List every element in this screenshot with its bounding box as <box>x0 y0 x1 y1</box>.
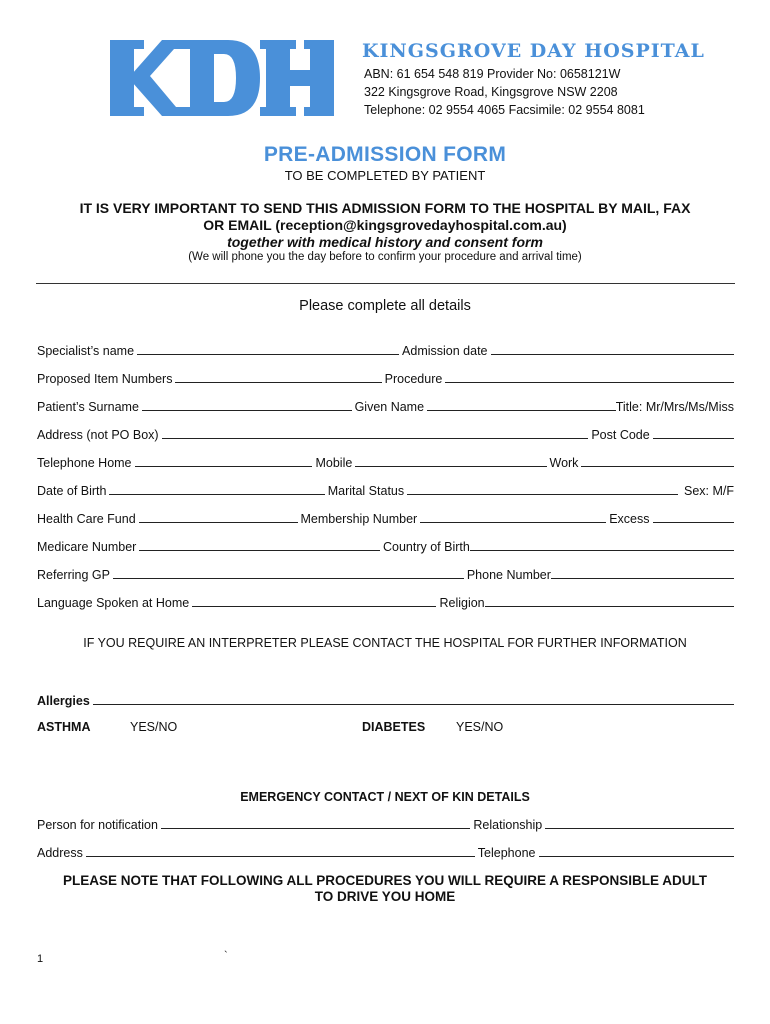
admission-date-field[interactable] <box>491 354 735 355</box>
interpreter-note: IF YOU REQUIRE AN INTERPRETER PLEASE CONTACT THE HOSPITAL FOR FURTHER INFORMATION <box>83 636 687 650</box>
religion-field[interactable] <box>485 606 734 607</box>
form-row-specialist <box>37 342 734 358</box>
important-line-1: IT IS VERY IMPORTANT TO SEND THIS ADMISSION FORM TO THE HOSPITAL BY MAIL, FAX <box>79 200 691 216</box>
form-row-health-fund <box>37 510 734 526</box>
form-row-allergies <box>37 692 734 708</box>
marital-label: Marital Status <box>327 484 405 498</box>
referring-gp-field[interactable] <box>113 578 464 579</box>
mobile-field[interactable] <box>355 466 546 467</box>
emergency-telephone-field[interactable] <box>539 856 735 857</box>
procedure-label: Procedure <box>384 372 443 386</box>
form-row-phones <box>37 454 734 470</box>
marital-field[interactable] <box>407 494 678 495</box>
diabetes-label: DIABETES <box>362 720 426 734</box>
religion-label: Religion <box>439 596 485 610</box>
admission-date-label: Admission date <box>402 344 488 358</box>
relationship-label: Relationship <box>473 818 543 832</box>
important-line-3: together with medical history and consent form <box>227 234 543 250</box>
asthma-options[interactable]: YES/NO <box>130 720 178 734</box>
post-code-label: Post Code <box>591 428 650 442</box>
health-fund-label: Health Care Fund <box>37 512 136 526</box>
form-subtitle: TO BE COMPLETED BY PATIENT <box>284 168 486 183</box>
mobile-label: Mobile <box>315 456 353 470</box>
form-row-language <box>37 594 734 610</box>
relationship-field[interactable] <box>545 828 734 829</box>
work-field[interactable] <box>581 466 734 467</box>
medicare-label: Medicare Number <box>37 540 137 554</box>
surname-field[interactable] <box>142 410 352 411</box>
surname-label: Patient’s Surname <box>37 400 139 414</box>
final-note-line-2: TO DRIVE YOU HOME <box>314 889 456 904</box>
important-line-2: OR EMAIL (reception@kingsgrovedayhospital.com.au) <box>203 217 567 233</box>
form-row-address <box>37 426 734 442</box>
person-field[interactable] <box>161 828 471 829</box>
language-field[interactable] <box>192 606 436 607</box>
address-label: Address (not PO Box) <box>37 428 159 442</box>
given-name-field[interactable] <box>427 410 616 411</box>
emergency-telephone-label: Telephone <box>477 846 536 860</box>
final-note-line-1: PLEASE NOTE THAT FOLLOWING ALL PROCEDURES YOU WILL REQUIRE A RESPONSIBLE ADULT <box>62 873 708 888</box>
form-row-gp <box>37 566 734 582</box>
abn-line: ABN: 61 654 548 819 Provider No: 0658121W <box>364 67 621 81</box>
dob-field[interactable] <box>109 494 324 495</box>
emergency-heading: EMERGENCY CONTACT / NEXT OF KIN DETAILS <box>240 790 530 804</box>
address-field[interactable] <box>162 438 589 439</box>
medicare-field[interactable] <box>139 550 380 551</box>
form-row-medicare <box>37 538 734 554</box>
stray-mark: ` <box>224 950 228 962</box>
specialist-field[interactable] <box>137 354 399 355</box>
referring-gp-label: Referring GP <box>37 568 110 582</box>
sex-label: Sex: M/F <box>683 484 734 498</box>
work-label: Work <box>549 456 579 470</box>
hospital-name: KINGSGROVE DAY HOSPITAL <box>362 40 705 62</box>
kdh-logo <box>110 40 334 116</box>
please-complete-heading: Please complete all details <box>299 298 471 314</box>
dob-label: Date of Birth <box>37 484 107 498</box>
language-label: Language Spoken at Home <box>37 596 190 610</box>
country-field[interactable] <box>470 550 734 551</box>
membership-label: Membership Number <box>300 512 418 526</box>
form-row-name <box>37 398 734 414</box>
diabetes-options[interactable]: YES/NO <box>456 720 504 734</box>
specialist-label: Specialist’s name <box>37 344 135 358</box>
excess-label: Excess <box>609 512 650 526</box>
tel-home-label: Telephone Home <box>37 456 132 470</box>
allergies-label: Allergies <box>37 694 90 708</box>
item-numbers-label: Proposed Item Numbers <box>37 372 173 386</box>
form-row-person <box>37 816 734 832</box>
divider <box>36 283 735 284</box>
page-number: 1 <box>37 953 44 965</box>
allergies-field[interactable] <box>93 704 734 705</box>
procedure-field[interactable] <box>445 382 734 383</box>
excess-field[interactable] <box>653 522 735 523</box>
form-title: PRE-ADMISSION FORM <box>263 143 507 166</box>
emergency-address-field[interactable] <box>86 856 475 857</box>
title-label: Title: Mr/Mrs/Ms/Miss <box>615 400 734 414</box>
tel-home-field[interactable] <box>135 466 313 467</box>
form-row-emergency-address <box>37 844 734 860</box>
form-row-dob <box>37 482 734 498</box>
country-label: Country of Birth <box>382 540 470 554</box>
form-row-items <box>37 370 734 386</box>
phone-number-label: Phone Number <box>466 568 551 582</box>
membership-field[interactable] <box>420 522 606 523</box>
item-numbers-field[interactable] <box>175 382 381 383</box>
hospital-address: 322 Kingsgrove Road, Kingsgrove NSW 2208 <box>364 85 618 99</box>
health-fund-field[interactable] <box>139 522 298 523</box>
given-name-label: Given Name <box>354 400 425 414</box>
emergency-address-label: Address <box>37 846 83 860</box>
arrival-note: (We will phone you the day before to confirm your procedure and arrival time) <box>188 251 582 263</box>
phone-number-field[interactable] <box>551 578 734 579</box>
post-code-field[interactable] <box>653 438 734 439</box>
asthma-label: ASTHMA <box>37 720 91 734</box>
person-label: Person for notification <box>37 818 158 832</box>
hospital-phone: Telephone: 02 9554 4065 Facsimile: 02 9554 8081 <box>364 103 645 117</box>
